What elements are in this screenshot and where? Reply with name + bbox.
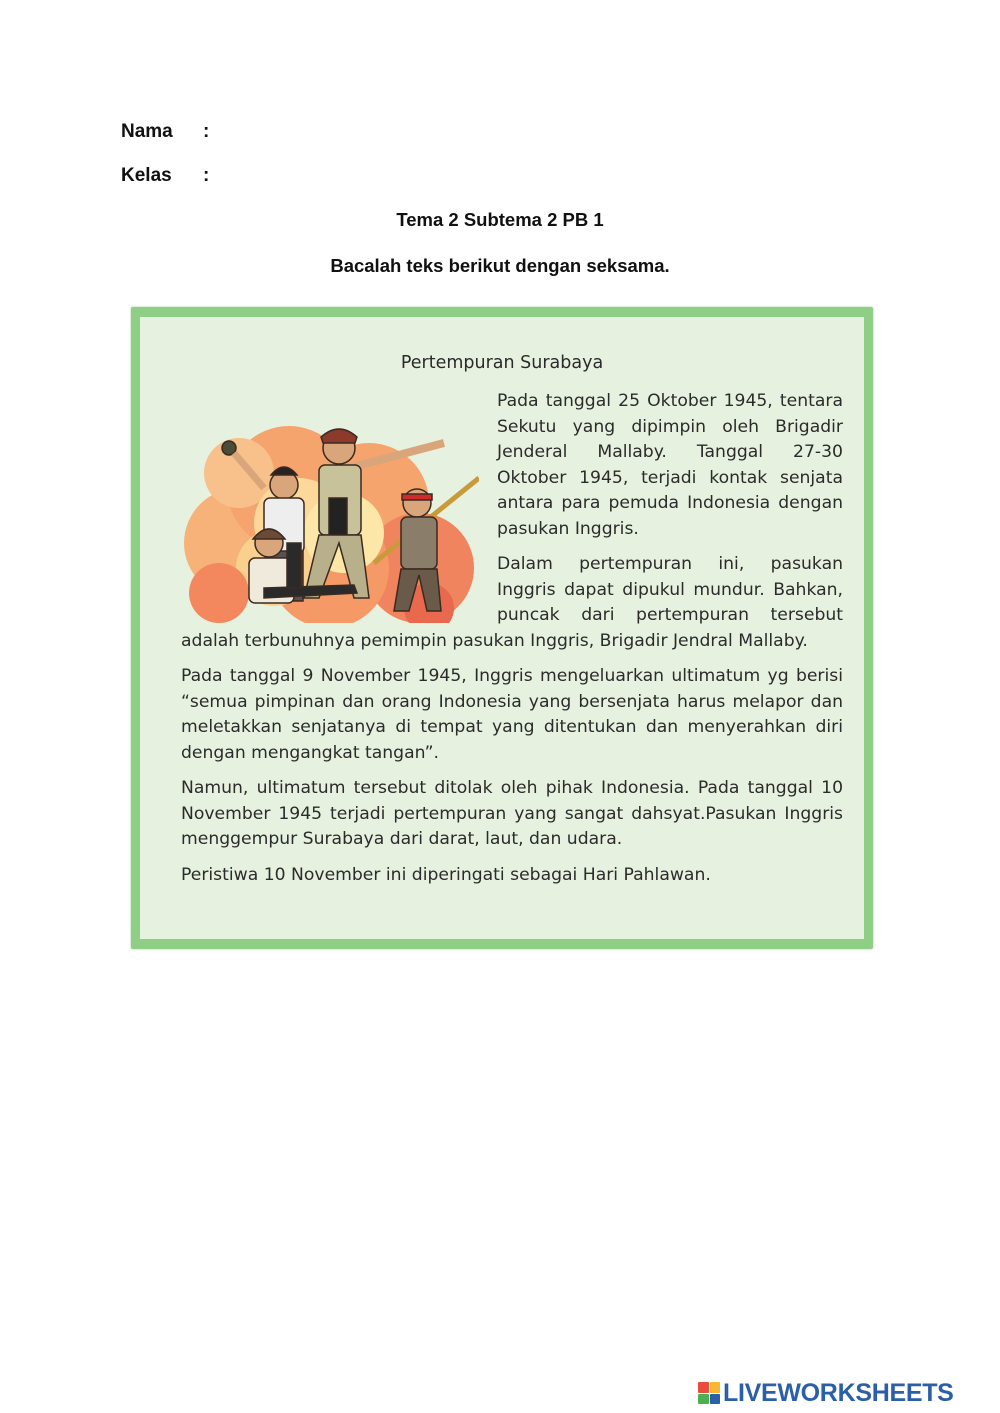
kelas-field <box>121 165 209 187</box>
reading-title: Pertempuran Surabaya <box>400 353 604 373</box>
worksheet-subtitle: Tema 2 Subtema 2 PB 1 <box>396 209 604 230</box>
reading-paragraph-1: Pada tanggal 25 Oktober 1945, tentara Sekutu yang dipimpin oleh Brigadir Jenderal Mallaby. Tanggal 27-30 Oktober 1945, terjadi kontak senjata antara para pemuda Indonesia dengan pasukan Inggris. <box>497 391 843 539</box>
liveworksheets-logo[interactable] <box>698 1379 954 1407</box>
reading-article <box>181 389 843 898</box>
nama-colon: : <box>203 121 210 142</box>
reading-paragraph-2: Dalam pertempuran ini, pasukan Inggris dapat dipukul mundur. Bahkan, puncak dari pertempuran tersebut adalah terbunuhnya pemimpin pasukan Inggris, Brigadir Jendral Mallaby. <box>181 554 843 651</box>
kelas-label: Kelas <box>121 165 172 186</box>
nama-field <box>121 121 209 143</box>
reading-panel <box>140 317 864 939</box>
reading-paragraph-5: Peristiwa 10 November ini diperingati sebagai Hari Pahlawan. <box>181 864 711 885</box>
reading-box <box>131 307 873 949</box>
logo-text: LIVEWORKSHEETS <box>723 1378 954 1407</box>
worksheet-instruction: Bacalah teks berikut dengan seksama. <box>330 255 670 276</box>
reading-paragraph-4: Namun, ultimatum tersebut ditolak oleh pihak Indonesia. Pada tanggal 10 November 1945 terjadi pertempuran yang sangat dahsyat.Pasukan Inggris menggempur Surabaya dari darat, laut, dan udara. <box>181 778 843 849</box>
reading-paragraph-3: Pada tanggal 9 November 1945, Inggris mengeluarkan ultimatum yg berisi “semua pimpinan dan orang Indonesia yang bersenjata harus melapor dan meletakkan senjatanya di tempat yang ditentukan dan menyerahkan diri dengan mengangkat tangan”. <box>181 666 843 763</box>
liveworksheets-logo-icon <box>698 1382 720 1404</box>
kelas-colon: : <box>203 165 210 186</box>
nama-label: Nama <box>121 121 173 142</box>
battle-illustration-icon <box>179 393 479 623</box>
